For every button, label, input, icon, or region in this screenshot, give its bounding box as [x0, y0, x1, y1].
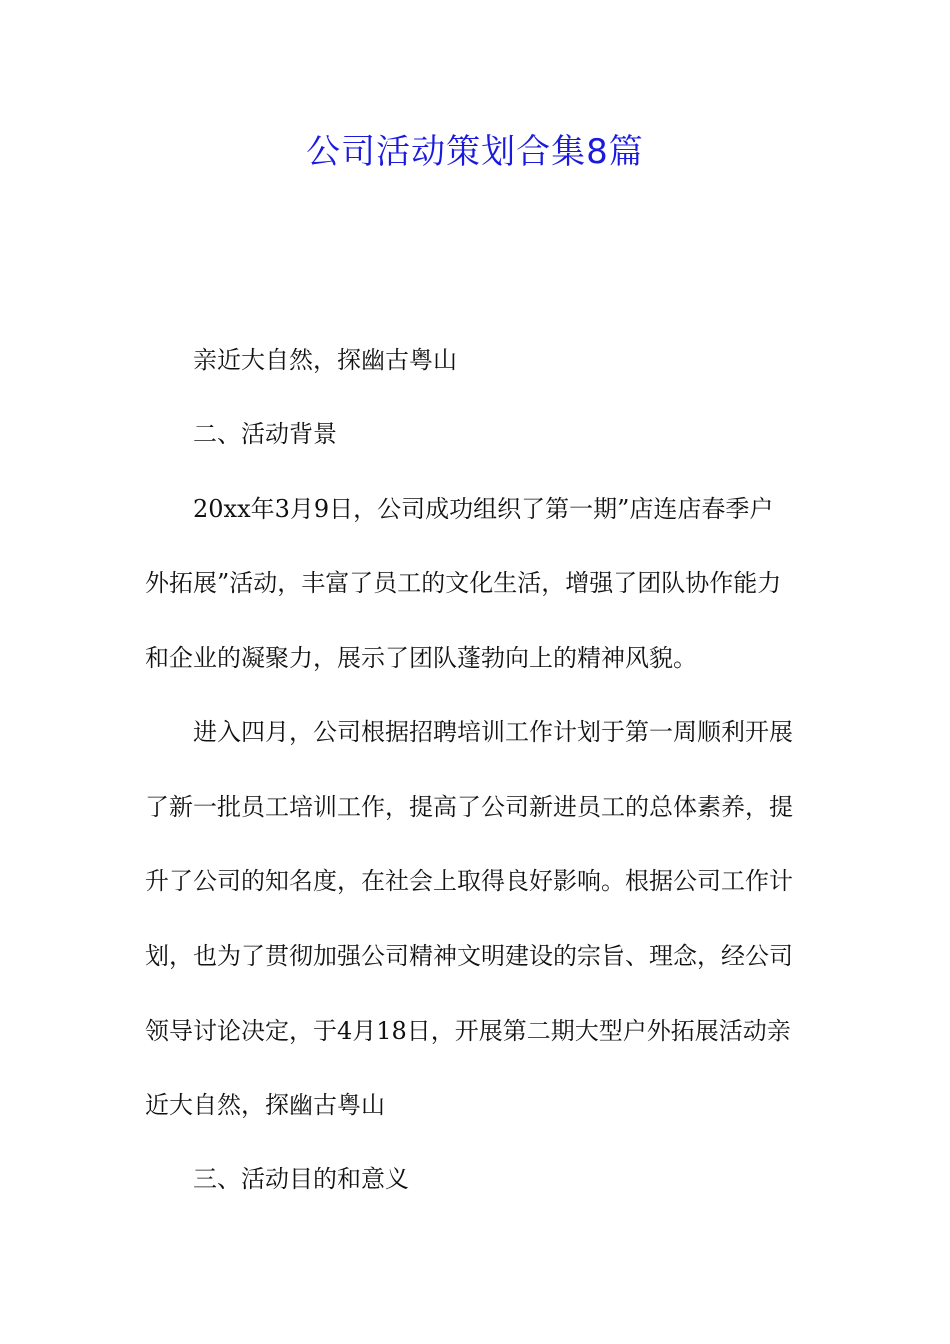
paragraph-line: 和企业的凝聚力，展示了团队蓬勃向上的精神风貌。: [145, 644, 697, 672]
paragraph-line: 升了公司的知名度，在社会上取得良好影响。根据公司工作计: [145, 867, 793, 895]
paragraph-line: 了新一批员工培训工作，提高了公司新进员工的总体素养，提: [145, 793, 793, 821]
paragraph-line: 20xx年3月9日，公司成功组织了第一期”店连店春季户: [193, 495, 774, 523]
paragraph-line: 领导讨论决定，于4月18日，开展第二期大型户外拓展活动亲: [145, 1017, 791, 1045]
document-title: 公司活动策划合集8篇: [306, 132, 644, 172]
paragraph-line: 亲近大自然，探幽古粤山: [193, 346, 457, 374]
section-heading: 三、活动目的和意义: [193, 1165, 409, 1193]
paragraph-line: 划，也为了贯彻加强公司精神文明建设的宗旨、理念，经公司: [145, 942, 793, 970]
section-heading: 二、活动背景: [193, 420, 337, 448]
paragraph-line: 外拓展”活动，丰富了员工的文化生活，增强了团队协作能力: [145, 569, 782, 597]
paragraph-line: 进入四月，公司根据招聘培训工作计划于第一周顺利开展: [193, 718, 793, 746]
paragraph-line: 近大自然，探幽古粤山: [145, 1091, 385, 1119]
